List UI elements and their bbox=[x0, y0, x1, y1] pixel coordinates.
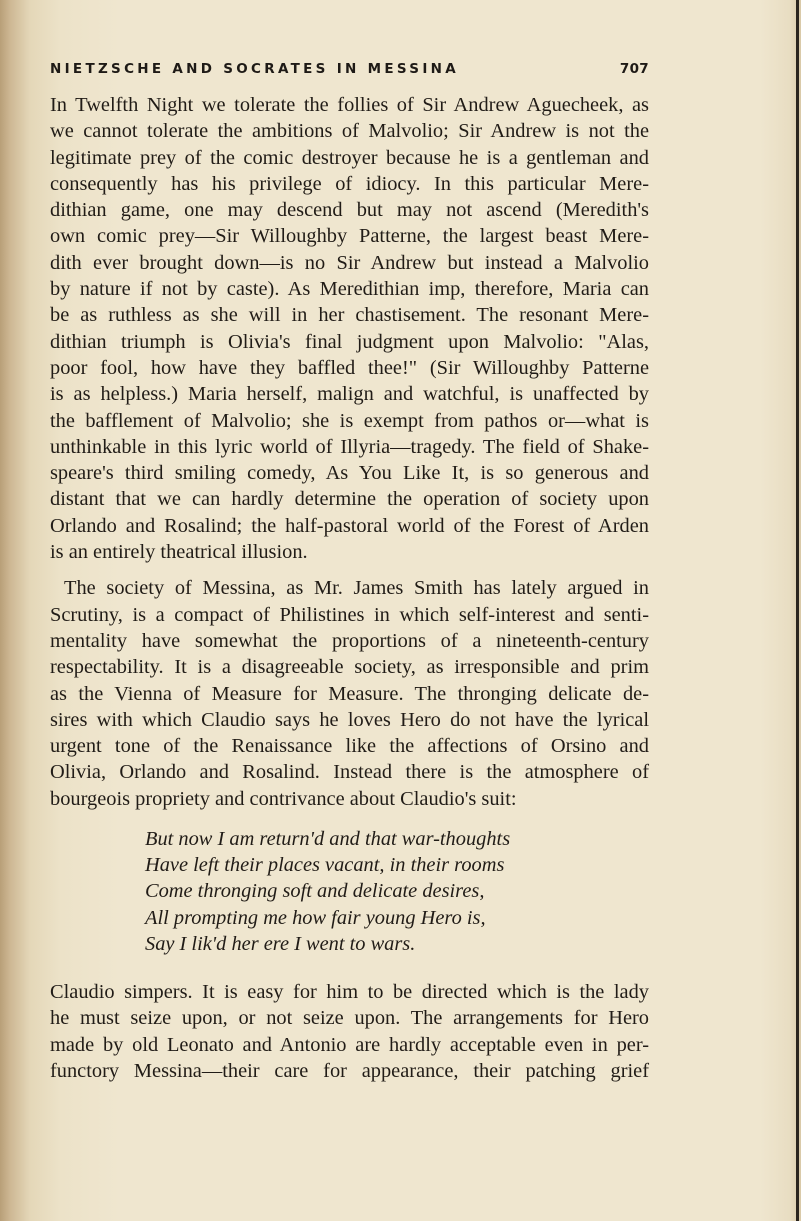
text-line: he must seize upon, or not seize upon. The arrangements for Hero bbox=[50, 1007, 649, 1030]
text-line: dith ever brought down—is no Sir Andrew but instead a Malvolio bbox=[50, 251, 649, 274]
text-line: Scrutiny, is a compact of Philistines in which self-interest and senti- bbox=[50, 603, 649, 626]
text-line: legitimate prey of the comic destroyer because he is a gentleman and bbox=[50, 146, 649, 169]
running-title: NIETZSCHE AND SOCRATES IN MESSINA bbox=[50, 61, 459, 77]
verse-line: All prompting me how fair young Hero is, bbox=[145, 906, 486, 929]
text-line: dithian game, one may descend but may not ascend (Meredith's bbox=[50, 199, 649, 222]
verse-quotation bbox=[145, 826, 649, 957]
text-line: Olivia, Orlando and Rosalind. Instead there is the atmosphere of bbox=[50, 761, 649, 784]
text-line: we cannot tolerate the ambitions of Malvolio; Sir Andrew is not the bbox=[50, 120, 649, 143]
text-line: speare's third smiling comedy, As You Like It, is so generous and bbox=[50, 462, 649, 485]
text-line: made by old Leonato and Antonio are hardly acceptable even in per- bbox=[50, 1033, 649, 1056]
paragraph-3 bbox=[50, 979, 649, 1084]
text-line: consequently has his privilege of idiocy. In this particular Mere- bbox=[50, 172, 649, 195]
text-line: In Twelfth Night we tolerate the follies of Sir Andrew Aguecheek, as bbox=[50, 94, 649, 116]
page-number: 707 bbox=[619, 61, 649, 77]
text-line: by nature if not by caste). As Meredithian imp, therefore, Maria can bbox=[50, 278, 649, 301]
text-line: mentality have somewhat the proportions of a nineteenth-century bbox=[50, 629, 649, 652]
text-line: functory Messina—their care for appearance, their patching grief bbox=[50, 1059, 649, 1082]
paragraph-2 bbox=[50, 575, 649, 812]
text-line: the bafflement of Malvolio; she is exempt from pathos or—what is bbox=[50, 409, 649, 432]
text-line: dithian triumph is Olivia's final judgment upon Malvolio: "Alas, bbox=[50, 330, 649, 353]
text-line: own comic prey—Sir Willoughby Patterne, the largest beast Mere- bbox=[50, 225, 649, 248]
text-line: urgent tone of the Renaissance like the affections of Orsino and bbox=[50, 735, 649, 758]
text-line: poor fool, how have they baffled thee!" (Sir Willoughby Patterne bbox=[50, 356, 649, 379]
verse-line: Have left their places vacant, in their rooms bbox=[145, 854, 505, 877]
body-text bbox=[50, 92, 649, 1084]
text-line: Claudio simpers. It is easy for him to be directed which is the lady bbox=[50, 981, 649, 1004]
text-line: bourgeois propriety and contrivance about Claudio's suit: bbox=[50, 787, 517, 810]
text-line: be as ruthless as she will in her chastisement. The resonant Mere- bbox=[50, 304, 649, 327]
text-line: as the Vienna of Measure for Measure. The thronging delicate de- bbox=[50, 682, 649, 705]
running-header bbox=[50, 58, 649, 82]
text-line: unthinkable in this lyric world of Illyria—tragedy. The field of Shake- bbox=[50, 435, 649, 458]
verse-line: Come thronging soft and delicate desires, bbox=[145, 880, 485, 903]
text-line: is as helpless.) Maria herself, malign and watchful, is unaffected by bbox=[50, 383, 649, 406]
verse-line: Say I lik'd her ere I went to wars. bbox=[145, 932, 416, 955]
text-line: sires with which Claudio says he loves Hero do not have the lyrical bbox=[50, 708, 649, 731]
paragraph-1 bbox=[50, 92, 649, 565]
page-edge bbox=[796, 0, 799, 1221]
text-line: Orlando and Rosalind; the half-pastoral world of the Forest of Arden bbox=[50, 514, 649, 537]
text-line: The society of Messina, as Mr. James Smith has lately argued in bbox=[64, 577, 649, 600]
text-line: respectability. It is a disagreeable society, as irresponsible and prim bbox=[50, 656, 649, 679]
verse-line: But now I am return'd and that war-thoughts bbox=[145, 828, 511, 851]
text-line: is an entirely theatrical illusion. bbox=[50, 541, 308, 564]
text-line: distant that we can hardly determine the operation of society upon bbox=[50, 488, 649, 511]
